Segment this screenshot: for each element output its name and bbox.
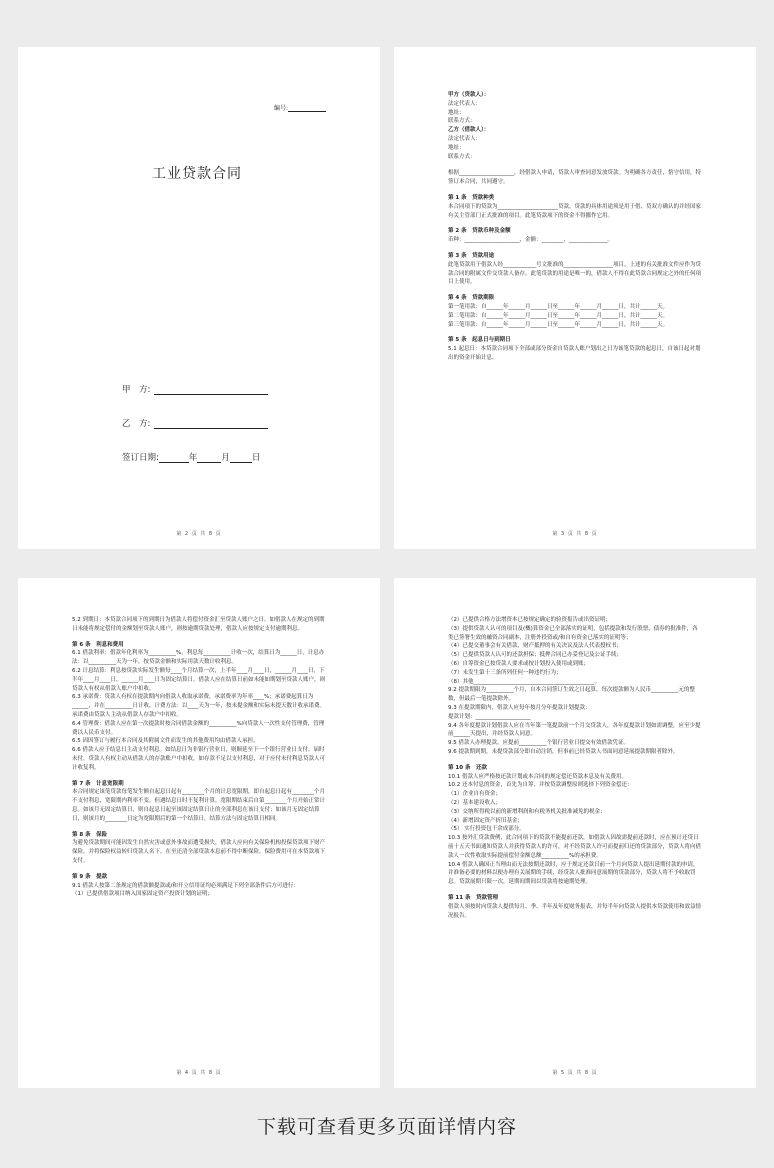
paragraph: 法定代表人： <box>448 135 482 142</box>
paragraph: 币种：____________________，金额：________，______________。 <box>448 237 614 244</box>
download-banner[interactable]: 下载可查看更多页面详情内容 <box>256 1116 517 1138</box>
page-footer: 第 3 页 共 8 页 <box>552 531 598 537</box>
paragraph: （1）企业自有资金； <box>448 791 501 798</box>
party-a-label: 甲 方: <box>122 385 151 395</box>
paragraph: 10.2 还本付息的资金，首先为自筹，并按贷款调整原则选择下列资金偿还： <box>448 782 633 789</box>
paragraph: 10.3 按外汇贷款费例，此合同项下的贷款不能提前还款，如借款人因故需提前还款时，应在预计还贷日前十五天书面通知贷款人并获得贷款人的许可，对不经贷款人许可而提前归还的贷款部分，贷款人将向借款人一次性收取实际提前偿付金额总额__________%的承担费。 <box>448 835 702 859</box>
paragraph: 地址： <box>448 144 465 151</box>
paragraph: 6.1 借款利率：借款年化利率为__________%，利息每__________计收一次，结算日为______日，计息办法：以__________天为一年，按贷款金额和实际用款天数计收利息。 <box>72 650 325 666</box>
paragraph: 6.3 承诺费：贷款人有权在提款期内向借款人收取承诺费，承诺费率为年率____%；承诺费起算日为______，并在__________日计收，计费方法：以____天为一年，按未提金额和实际未提天数计收承诺费。承诺费由贷款人主动从借款人存款户中扣收。 <box>72 694 326 718</box>
paragraph: （6）自筹资金已按贷款人要求或按计划投入使用或到账； <box>448 660 590 667</box>
paragraph: （4）已提交董事会有关借款、财产抵押的有关决议及法人代表授权书； <box>448 643 623 650</box>
paragraph: 本合同规定该笔贷款每笔发生额自起息日起有________个月的计息宽限期，即自起息日起有________个月不支付利息，宽限期内利率不变。但遇结息日时不复利计算。宽限期结束后自第________个月开始正常计息。如该月无固定结算日，则自起息日起至该固定结算日止的全部利息在该日支付；如该月无固定结算日，则该月的________日定为宽限期后的第一个结算日，结算方法与固定结算日相同。 <box>72 789 326 822</box>
paragraph: （3）提供贷款人认可的项目及(概)算资金已全部落实的证明，包括提款和发行股票、债券的批准件，各类已签署生效的融资合同副本，注册外投资或/和自有资金已落实的证明等； <box>448 625 698 641</box>
party-b-blank <box>154 418 268 429</box>
section-heading: 第 2 条 贷款币种及金额 <box>448 228 511 235</box>
party-a-blank <box>154 384 268 395</box>
page-2 <box>394 47 756 549</box>
paragraph: （5）已提供贷款人认可的还款担保；抵押合同已办妥登记及公证手续； <box>448 652 623 659</box>
sign-date-label: 签订日期: <box>122 453 159 463</box>
contract-number-label: 编号: <box>273 105 288 112</box>
section-heading: 第 1 条 贷款种类 <box>448 194 495 201</box>
section-heading: 第 9 条 提款 <box>72 873 108 880</box>
paragraph: 5.2 到期日：本贷款合同项下的到期日为借款人将偿付资金汇至贷款人账户之日。如借款人在规定的到期日未能将规定偿付的金额划至贷款人账户，则按逾期贷款处理，借款人应按规定支付逾期利息。 <box>72 617 325 632</box>
page-body <box>448 616 702 920</box>
paragraph: 5.1 起息日：本贷款合同项下全部或部分资金自贷款人账户划出之日为该笔贷款的起息日，自该日起对划出的资金开始计息。 <box>448 346 701 361</box>
paragraph: 联系方式： <box>448 153 476 160</box>
paragraph: （1）已提供借款项目纳入国家固定资产投资计划的证明； <box>72 891 214 898</box>
paragraph: 为避免贷款期间可能因发生自然灾害或意外事故而遭受损失，借款人应向有关保险机构投保贷款项下财产保险，并将保险权益转归贷款人名下，在至还清全部贷款本息前不得中断保险，保险费用可在本贷款项下支付。 <box>72 840 326 864</box>
page-3 <box>18 578 380 1088</box>
paragraph: 第二笔用款：自______年______月______日至______年______月______日，共计______天。 <box>448 312 669 319</box>
paragraph: （5） 实行投资包干余成部分。 <box>448 826 525 833</box>
paragraph: 提款计划：____________________ <box>448 713 531 720</box>
paragraph: 法定代表人： <box>448 100 482 107</box>
paragraph: 9.5 借款人办理提款，应提前__________个银行营业日提交有效借款凭证。 <box>448 740 629 747</box>
paragraph: 地址： <box>448 109 465 116</box>
paragraph: 9.1 借款人按第二条规定的借款额提款或/和开立信用证均必须满足下列全部条件后方可进行： <box>72 882 299 889</box>
party-a-row <box>122 383 268 395</box>
paragraph: 甲方（贷款人）： <box>448 92 490 98</box>
paragraph: 9.3 在提款期限内，借款人应每年按月分年提款计划提款： <box>448 704 591 711</box>
paragraph: 本合同项下的贷款为______________________贷款。贷款的具体用途须是用于借、贷双方确认的并经国家有关主管部门正式批准的项目。此笔贷款项下的资金不得挪作它用。 <box>448 203 702 219</box>
contract-number <box>274 103 326 112</box>
party-b-row <box>122 417 268 429</box>
paragraph: 根据____________________，经借款人申请，贷款人审查同意发放贷款。为明确各方责任，恪守信用，特签订本合同，共同遵守。 <box>448 170 702 186</box>
page-4 <box>394 578 756 1088</box>
paragraph: 借款人须按时向贷款人提供每月、季、半年及年度财务报表，并每半年向贷款人提供本贷款使用和效益情况报告。 <box>448 903 702 919</box>
paragraph: 9.6 提款期到期，未提贷款部分即自动注销，但事前已经贷款人书面同意延展提款期限者除外。 <box>448 748 679 755</box>
paragraph: 联系方式： <box>448 118 476 125</box>
paragraph: 第三笔用款：自______年______月______日至______年______月______日，共计______天。 <box>448 321 669 328</box>
section-heading: 第 6 条 利息和费用 <box>72 641 124 648</box>
section-heading: 第 11 条 贷款管理 <box>448 894 498 901</box>
page-body <box>448 91 702 363</box>
month-label: 月 <box>221 453 230 463</box>
paragraph: （8）其他____________________________________________。 <box>448 678 600 685</box>
page-body <box>72 616 326 899</box>
paragraph: 乙方（借款人）： <box>448 127 490 134</box>
page-footer: 第 5 页 共 8 页 <box>552 1070 598 1076</box>
day-label: 日 <box>251 453 261 463</box>
paragraph: 6.4 管理费：借款人应在第一次提款时按合同借款金额的__________%向贷款人一次性支付管理费，管理费以人民币支付。 <box>72 720 325 736</box>
paragraph: 第一笔用款：自______年______月______日至______年______月______日，共计______天。 <box>448 303 669 310</box>
paragraph: （7）未发生第十三条所列任何一种违约行为； <box>448 669 562 676</box>
year-blank <box>159 452 189 463</box>
paragraph: 9.4 各年度提款计划借款人应在当年第一笔提款前一个月交贷款人，各年度提款计划如需调整，应至少提前______天提出，并经贷款人同意。 <box>448 722 701 738</box>
page-footer: 第 2 页 共 8 页 <box>176 531 222 537</box>
contract-number-blank <box>288 104 326 112</box>
paragraph: 9.2 提款期限为__________个月，自本合同签订生效之日起算，每次提款额为人民币__________元的整数，但最后一笔提款除外。 <box>448 687 695 703</box>
paragraph: 6.6 借款人应于结息日主动支付利息。如结息日为非银行营业日，则顺延至下一个银行营业日支付。届时未付，贷款人有权主动从借款人的存款账户中扣收，如存款不足以支付利息，对于应付未付利息贷款人可计收复利。 <box>72 747 326 771</box>
paragraph: （4）新增固定资产折旧基金； <box>448 817 524 824</box>
section-heading: 第 5 条 起息日与到期日 <box>448 337 511 344</box>
section-heading: 第 10 条 还款 <box>448 764 487 771</box>
page-footer: 第 4 页 共 8 页 <box>176 1070 222 1076</box>
paragraph: 10.1 借款人应严格按还款计划或本合同的规定偿还贷款本息及有关费用。 <box>448 773 627 780</box>
paragraph: （2）已提供合格方法增资本已按规定确定的验资报告或出资证明； <box>448 617 612 623</box>
paragraph: （3）交纳所得税以前的新增利润和有税务机关批准减免的税金； <box>448 808 606 815</box>
section-heading: 第 4 条 贷款期限 <box>448 295 495 302</box>
paragraph: 6.2 计息结算：利息按贷款实际发生额每____个月结算一次，上半年____月____日，______月____日，下半年____月____日，______月____日为固定结算日。借款人应在结算日前如未能如期划至贷款人账户，则贷款人有权从借款人账户中扣收。 <box>72 667 326 692</box>
paragraph: 10.4 借款人确因正当理由而无法按期还款时，应于规定还款日前一个月向贷款人提出延期付款的申请，并准备必要的材料以便办理有关展期的手续，经贷款人批准同意展期的贷款部分，贷款人将不予收取罚息。贷款展期只限一次，延期间期间以贷款将按逾期处理。 <box>448 861 699 886</box>
cover-page <box>18 47 380 549</box>
sign-date-row <box>122 451 260 463</box>
paragraph: 此笔贷款用于借款人经____________号文批准的__________________项目。上述的有关批准文件应作为贷款合同的附属文件交贷款人备存。此笔贷款的用途是唯一的，借款人不得在此贷款合同规定之外的任何项目上使用。 <box>448 261 702 286</box>
section-heading: 第 7 条 计息宽限期 <box>72 780 124 787</box>
section-heading: 第 8 条 保险 <box>72 831 108 838</box>
section-heading: 第 3 条 贷款用途 <box>448 252 495 259</box>
month-blank <box>197 452 221 463</box>
party-b-label: 乙 方: <box>122 419 151 429</box>
paragraph: 6.5 因因签订与履行本合同及其附属文件而发生的其他费用均由借款人承担。 <box>72 738 259 745</box>
paragraph: （2）基本建设收入； <box>448 799 501 806</box>
year-label: 年 <box>188 453 198 463</box>
day-blank <box>230 452 252 463</box>
contract-title: 工业贷款合同 <box>152 166 242 182</box>
